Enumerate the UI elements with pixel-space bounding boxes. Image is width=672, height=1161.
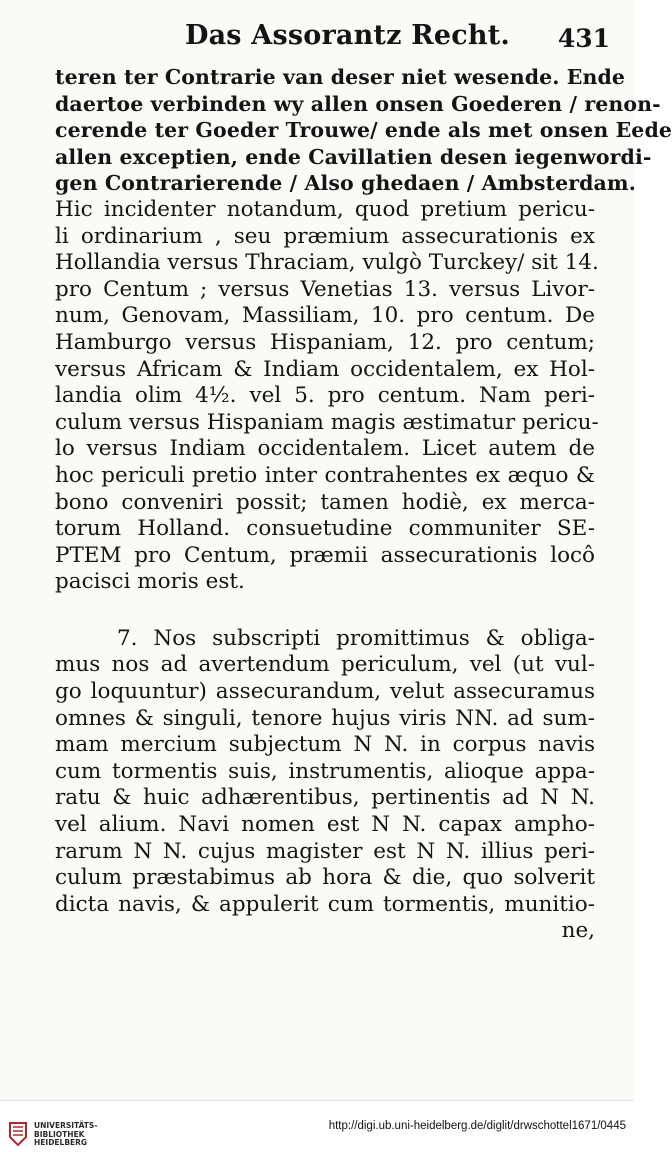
text-line: mam mercium subjectum N N. in corpus navis xyxy=(55,732,595,758)
text-line: mus nos ad avertendum periculum, vel (ut vul- xyxy=(55,652,595,678)
text-line: Hollandia versus Thraciam, vulgò Turckey/ sit 14. xyxy=(55,250,599,276)
text-line: vel alium. Navi nomen est N N. capax ampho- xyxy=(55,812,595,838)
text-line: 7. Nos subscripti promittimus & obliga- xyxy=(117,625,595,651)
text-line: Hic incidenter notandum, quod pretium pericu- xyxy=(55,196,595,222)
text-line: allen exceptien, ende Cavillatien desen iegenwordi- xyxy=(55,144,652,169)
text-line: cum tormentis suis, instrumentis, alioque appa- xyxy=(55,758,595,784)
text-line: rarum N N. cujus magister est N N. illius peri- xyxy=(55,838,595,864)
text-line: pacisci moris est. xyxy=(55,569,245,595)
page-number: 431 xyxy=(557,24,610,53)
text-line: PTEM pro Centum, præmii assecurationis locô xyxy=(55,542,595,568)
text-line: lo versus Indiam occidentalem. Licet autem de xyxy=(55,436,595,462)
text-line: daertoe verbinden wy allen onsen Goederen / renon- xyxy=(55,91,661,116)
text-line: dicta navis, & appulerit cum tormentis, munitio- xyxy=(55,891,595,917)
text-line: gen Contrarierende / Also ghedaen / Ambsterdam. xyxy=(55,171,636,196)
paragraph-gap xyxy=(55,596,595,626)
text-line: ratu & huic adhærentibus, pertinentis ad N N. xyxy=(55,785,595,811)
permalink-url[interactable]: http://digi.ub.uni-heidelberg.de/diglit/drwschottel1671/0445 xyxy=(328,1120,626,1132)
text-line: hoc periculi pretio inter contrahentes ex æquo & xyxy=(55,462,595,488)
running-title: Das Assorantz Recht. xyxy=(185,20,510,51)
university-library-logo-icon xyxy=(8,1121,28,1147)
text-line: culum præstabimus ab hora & die, quo solverit xyxy=(55,865,595,891)
text-line: go loquuntur) assecurandum, velut assecuramus xyxy=(55,679,595,705)
text-line: Hamburgo versus Hispaniam, 12. pro centum; xyxy=(55,329,595,355)
text-line: landia olim 4½. vel 5. pro centum. Nam peri- xyxy=(55,383,595,409)
catchword: ne, xyxy=(561,918,595,944)
body-text xyxy=(55,64,672,945)
text-line: pro Centum ; versus Venetias 13. versus Livor- xyxy=(55,276,595,302)
text-line: culum versus Hispaniam magis æstimatur pericu- xyxy=(55,409,599,435)
library-name: UNIVERSITÄTS- BIBLIOTHEK HEIDELBERG xyxy=(34,1121,98,1147)
text-line: torum Holland. consuetudine communiter SE- xyxy=(55,516,595,542)
page-header xyxy=(50,14,610,54)
text-line: versus Africam & Indiam occidentalem, ex Hol- xyxy=(55,356,595,382)
text-line: omnes & singuli, tenore hujus viris NN. ad sum- xyxy=(55,705,595,731)
viewer-footer xyxy=(0,1100,634,1161)
text-line: cerende ter Goeder Trouwe/ ende als met onsen Eede xyxy=(55,118,672,143)
text-line: bono conveniri possit; tamen hodiè, ex merca- xyxy=(55,489,595,515)
text-line: li ordinarium , seu præmium assecurationis ex xyxy=(55,223,595,249)
text-line: num, Genovam, Massiliam, 10. pro centum. De xyxy=(55,303,595,329)
text-line: teren ter Contrarie van deser niet wesende. Ende xyxy=(55,65,626,89)
